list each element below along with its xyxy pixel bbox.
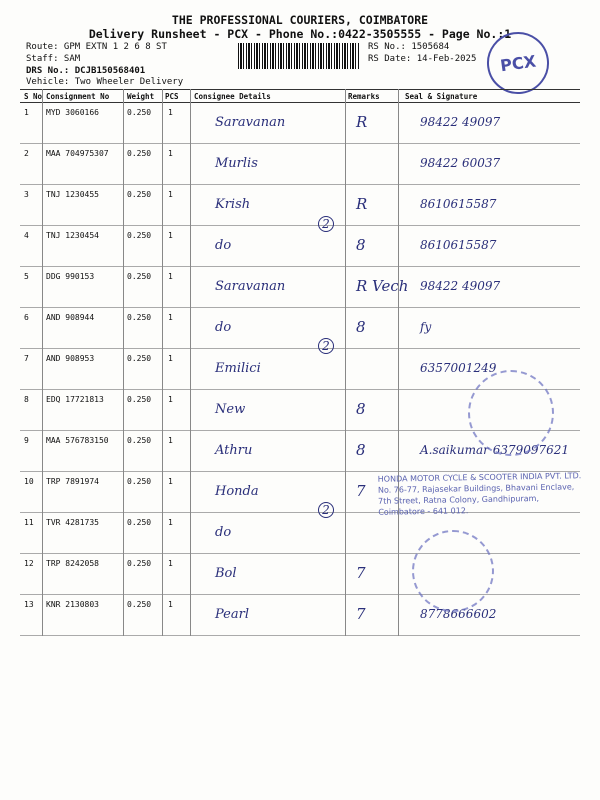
cell-remark-handwritten: 8 — [356, 236, 366, 254]
cell-consignee-handwritten: Krish — [215, 197, 251, 212]
cell-pcs: 1 — [168, 559, 173, 568]
pcx-stamp: PCX — [483, 28, 553, 98]
table-row — [20, 308, 580, 349]
cell-weight: 0.250 — [127, 313, 152, 322]
cell-consignment: EDQ 17721813 — [46, 395, 104, 404]
cell-sno: 5 — [24, 272, 29, 281]
staff-label: Staff: SAM — [26, 54, 81, 64]
cell-pcs: 1 — [168, 518, 173, 527]
cell-consignee-handwritten: Bol — [215, 566, 237, 581]
company-title: THE PROFESSIONAL COURIERS, COIMBATORE — [171, 13, 429, 27]
cell-weight: 0.250 — [127, 108, 152, 117]
cell-pcs: 1 — [168, 354, 173, 363]
cell-consignee-handwritten: New — [215, 402, 246, 417]
cell-consignment: AND 908944 — [46, 313, 95, 322]
cell-remark-handwritten: 7 — [356, 605, 366, 623]
col-header-remarks: Remarks — [348, 92, 380, 101]
cell-consignee-handwritten: Saravanan — [215, 115, 286, 130]
cell-consignment: TNJ 1230455 — [46, 190, 99, 199]
cell-sno: 8 — [24, 395, 29, 404]
cell-sno: 12 — [24, 559, 34, 568]
cell-pcs: 1 — [168, 436, 173, 445]
cell-signature-handwritten: A.saikumar 6379097621 — [420, 443, 570, 457]
column-divider — [345, 89, 346, 636]
column-divider — [190, 89, 191, 636]
cell-pcs: 1 — [168, 231, 173, 240]
cell-sno: 13 — [24, 600, 34, 609]
cell-remark-handwritten: 8 — [356, 441, 366, 459]
route-label: Route: GPM EXTN 1 2 6 8 ST — [26, 42, 167, 52]
cell-consignee-handwritten: Saravanan — [215, 279, 286, 294]
table-row — [20, 103, 580, 144]
column-divider — [162, 89, 163, 636]
cell-pcs: 1 — [168, 313, 173, 322]
rs-number: RS No.: 1505684 — [368, 42, 450, 52]
cell-signature-handwritten: 98422 49097 — [420, 279, 501, 293]
col-header-weight: Weight — [127, 92, 155, 101]
cell-weight: 0.250 — [127, 436, 152, 445]
cell-signature-handwritten: fy — [420, 320, 432, 334]
round-seal-stamp — [412, 530, 494, 612]
cell-consignment: TNJ 1230454 — [46, 231, 99, 240]
cell-weight: 0.250 — [127, 395, 152, 404]
cell-consignment: DDG 990153 — [46, 272, 95, 281]
cell-weight: 0.250 — [127, 272, 152, 281]
cell-signature-handwritten: 8610615587 — [420, 238, 497, 252]
cell-remark-handwritten: 7 — [356, 564, 366, 582]
cell-remark-handwritten: R Vech — [356, 277, 409, 295]
cell-sno: 10 — [24, 477, 34, 486]
barcode — [238, 43, 360, 69]
cell-sno: 9 — [24, 436, 29, 445]
cell-consignee-handwritten: Athru — [215, 443, 253, 458]
cell-signature-handwritten: 98422 60037 — [420, 156, 501, 170]
column-divider — [398, 89, 399, 636]
cell-consignee-handwritten: Emilici — [215, 361, 261, 376]
bracket-count-mark: 2 — [318, 338, 334, 354]
cell-sno: 7 — [24, 354, 29, 363]
drs-number: DRS No.: DCJB150568401 — [26, 66, 146, 76]
bracket-count-mark: 2 — [318, 216, 334, 232]
cell-sno: 11 — [24, 518, 34, 527]
cell-signature-handwritten: 6357001249 — [420, 361, 497, 375]
cell-consignee-handwritten: Murlis — [215, 156, 258, 171]
cell-remark-handwritten: 8 — [356, 400, 366, 418]
cell-pcs: 1 — [168, 600, 173, 609]
cell-remark-handwritten: 7 — [356, 482, 366, 500]
cell-pcs: 1 — [168, 272, 173, 281]
rs-date: RS Date: 14-Feb-2025 — [368, 54, 477, 64]
cell-remark-handwritten: 8 — [356, 318, 366, 336]
header-top-rule — [20, 89, 580, 90]
cell-pcs: 1 — [168, 149, 173, 158]
col-header-seal-signature: Seal & Signature — [405, 92, 478, 101]
column-divider — [42, 89, 43, 636]
cell-consignee-handwritten: do — [215, 238, 232, 253]
col-header-consignee: Consignee Details — [194, 92, 271, 101]
round-seal-stamp — [468, 370, 554, 456]
cell-weight: 0.250 — [127, 190, 152, 199]
cell-consignment: MYD 3060166 — [46, 108, 99, 117]
table-row — [20, 144, 580, 185]
cell-consignment: TRP 7891974 — [46, 477, 99, 486]
cell-pcs: 1 — [168, 477, 173, 486]
cell-consignment: KNR 2130803 — [46, 600, 99, 609]
honda-company-stamp: HONDA MOTOR CYCLE & SCOOTER INDIA PVT. LTD. No. 76-77, Rajasekar Buildings, Bhavani Enclave, 7th Street, Ratna Colony, Gandhipuram, Coimbatore - 641 012. — [377, 471, 582, 517]
cell-consignment: TVR 4281735 — [46, 518, 99, 527]
table-row — [20, 267, 580, 308]
cell-consignee-handwritten: Pearl — [215, 607, 249, 622]
cell-weight: 0.250 — [127, 354, 152, 363]
table-row — [20, 554, 580, 595]
cell-signature-handwritten: 8610615587 — [420, 197, 497, 211]
cell-pcs: 1 — [168, 108, 173, 117]
cell-weight: 0.250 — [127, 477, 152, 486]
cell-pcs: 1 — [168, 190, 173, 199]
cell-weight: 0.250 — [127, 149, 152, 158]
cell-remark-handwritten: R — [356, 113, 368, 131]
cell-remark-handwritten: R — [356, 195, 368, 213]
vehicle-label: Vehicle: Two Wheeler Delivery — [26, 77, 184, 87]
cell-consignment: MAA 704975307 — [46, 149, 109, 158]
cell-consignee-handwritten: do — [215, 320, 232, 335]
cell-sno: 3 — [24, 190, 29, 199]
col-header-consignment: Consignment No — [46, 92, 110, 101]
cell-sno: 4 — [24, 231, 29, 240]
runsheet-subtitle: Delivery Runsheet - PCX - Phone No.:0422-3505555 - Page No.:1 — [88, 27, 512, 41]
cell-signature-handwritten: 98422 49097 — [420, 115, 501, 129]
cell-sno: 1 — [24, 108, 29, 117]
col-header-pcs: PCS — [165, 92, 179, 101]
table-row — [20, 185, 580, 226]
cell-weight: 0.250 — [127, 559, 152, 568]
cell-consignment: MAA 576783150 — [46, 436, 109, 445]
table-row — [20, 513, 580, 554]
row-divider — [20, 635, 580, 636]
table-row — [20, 595, 580, 636]
cell-weight: 0.250 — [127, 518, 152, 527]
column-divider — [123, 89, 124, 636]
bracket-count-mark: 2 — [318, 502, 334, 518]
cell-weight: 0.250 — [127, 231, 152, 240]
table-row — [20, 226, 580, 267]
cell-pcs: 1 — [168, 395, 173, 404]
cell-consignee-handwritten: do — [215, 525, 232, 540]
cell-signature-handwritten: 8778666602 — [420, 607, 497, 621]
cell-consignee-handwritten: Honda — [215, 484, 259, 499]
cell-consignment: AND 908953 — [46, 354, 95, 363]
cell-sno: 6 — [24, 313, 29, 322]
cell-weight: 0.250 — [127, 600, 152, 609]
cell-sno: 2 — [24, 149, 29, 158]
col-header-sno: S No — [24, 92, 43, 101]
cell-consignment: TRP 8242058 — [46, 559, 99, 568]
